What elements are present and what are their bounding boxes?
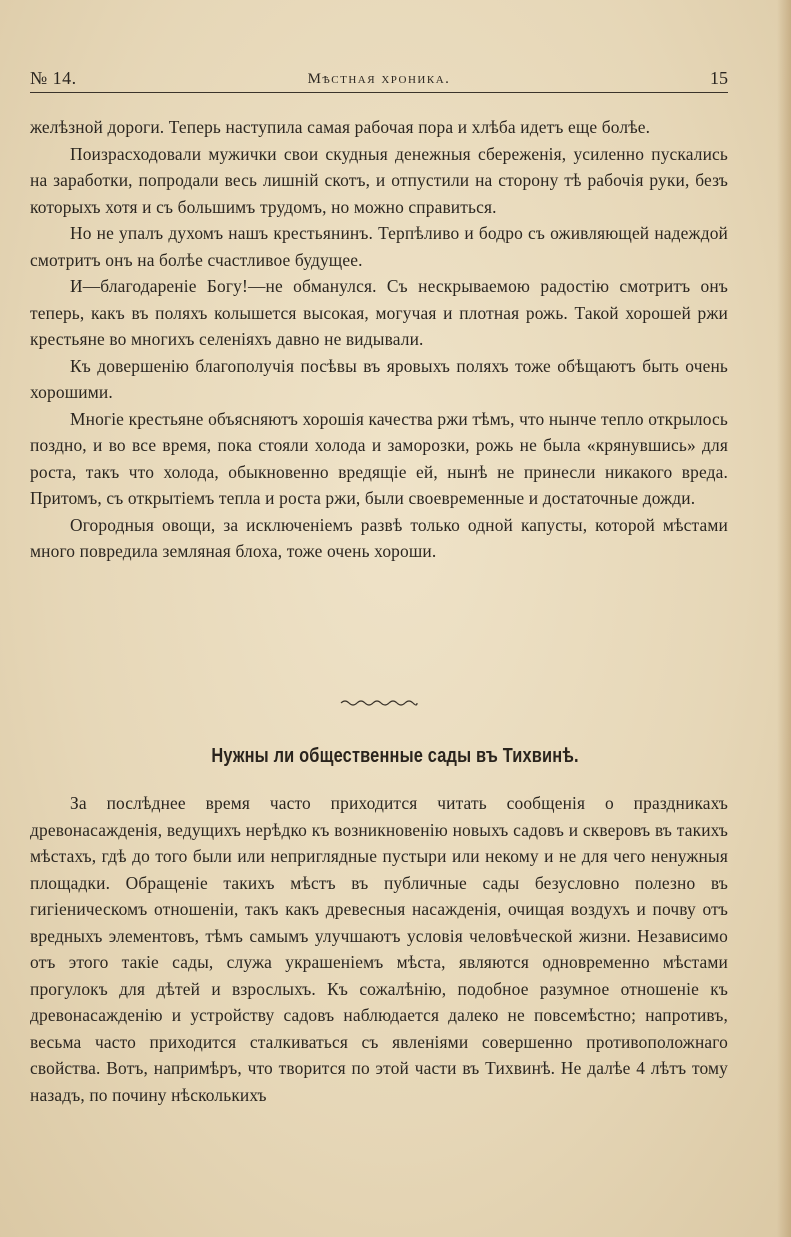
paragraph: Къ довершенію благополучія посѣвы въ яровыхъ поляхъ тоже обѣщаютъ быть очень хорошими. bbox=[30, 355, 728, 402]
wavy-rule-ornament bbox=[339, 696, 419, 710]
section-title: Мѣстная хроника. bbox=[307, 71, 451, 87]
page-edge-shadow bbox=[777, 0, 791, 1237]
issue-number: № 14. bbox=[30, 68, 77, 88]
paragraph: Поизрасходовали мужички свои скудныя денежныя сбереженія, усиленно пускались на заработки, попродали весь лишній скотъ, и отпустили на сторону тѣ рабочія руки, безъ которыхъ хотя и съ большимъ трудомъ, но можно справиться. bbox=[30, 143, 728, 217]
paragraph: Но не упалъ духомъ нашъ крестьянинъ. Терпѣливо и бодро съ оживляющей надеждой смотритъ онъ на болѣе счастливое будущее. bbox=[30, 223, 728, 270]
paragraph: И—благодареніе Богу!—не обманулся. Съ нескрываемою радостію смотритъ онъ теперь, какъ въ поляхъ колышется высокая, могучая и плотная рожь. Такой хорошей ржи крестьяне во многихъ селеніяхъ давно не видывали. bbox=[30, 276, 728, 349]
page-number: 15 bbox=[710, 68, 728, 88]
paragraph: За послѣднее время часто приходится читать сообщенія о праздникахъ древонасажденія, ведущихъ нерѣдко къ возникновенію новыхъ садовъ и скверовъ въ такихъ мѣстахъ, гдѣ до того были или неприглядные пустыри или некому и не для чего ненужныя площадки. Обращеніе такихъ мѣстъ въ публичные сады безусловно полезно въ гигіеническомъ отношеніи, такъ какъ древесныя насажденія, очищая воздухъ и почву отъ вредныхъ элементовъ, тѣмъ самымъ улучшаютъ условія человѣческой жизни. Независимо отъ этого такіе сады, служа украшеніемъ мѣста, являются одновременно мѣстами прогулокъ для дѣтей и взрослыхъ. Къ сожалѣнію, подобное разумное отношеніе къ древонасажденію и устройству садовъ наблюдается далеко не повсемѣстно; напротивъ, весьма часто приходится сталкиваться съ явленіями совершенно противоположнаго свойства. Вотъ, напримѣръ, что творится по этой части въ Тихвинѣ. Не далѣе 4 лѣтъ тому назадъ, по почину нѣсколькихъ bbox=[30, 793, 728, 1105]
running-header bbox=[30, 64, 728, 92]
paragraph: Огородныя овощи, за исключеніемъ развѣ только одной капусты, которой мѣстами много повредила земляная блоха, тоже очень хороши. bbox=[30, 514, 728, 561]
article-title: Нужны ли общественные сады въ Тихвинѣ. bbox=[211, 745, 579, 767]
paragraph: Многіе крестьяне объясняютъ хорошія качества ржи тѣмъ, что нынче тепло открылось поздно, и во все время, пока стояли холода и заморозки, рожь не была «крянувшись» для роста, такъ что холода, обыкновенно вредящіе ей, нынѣ не принесли никакого вреда. Притомъ, съ открытіемъ тепла и роста ржи, были своевременные и достаточные дожди. bbox=[30, 408, 728, 508]
paragraph: желѣзной дороги. Теперь наступила самая рабочая пора и хлѣба идетъ еще болѣе. bbox=[30, 117, 651, 137]
chronicle-text bbox=[30, 114, 728, 565]
header-rule bbox=[30, 92, 728, 93]
article-text bbox=[30, 790, 728, 1108]
